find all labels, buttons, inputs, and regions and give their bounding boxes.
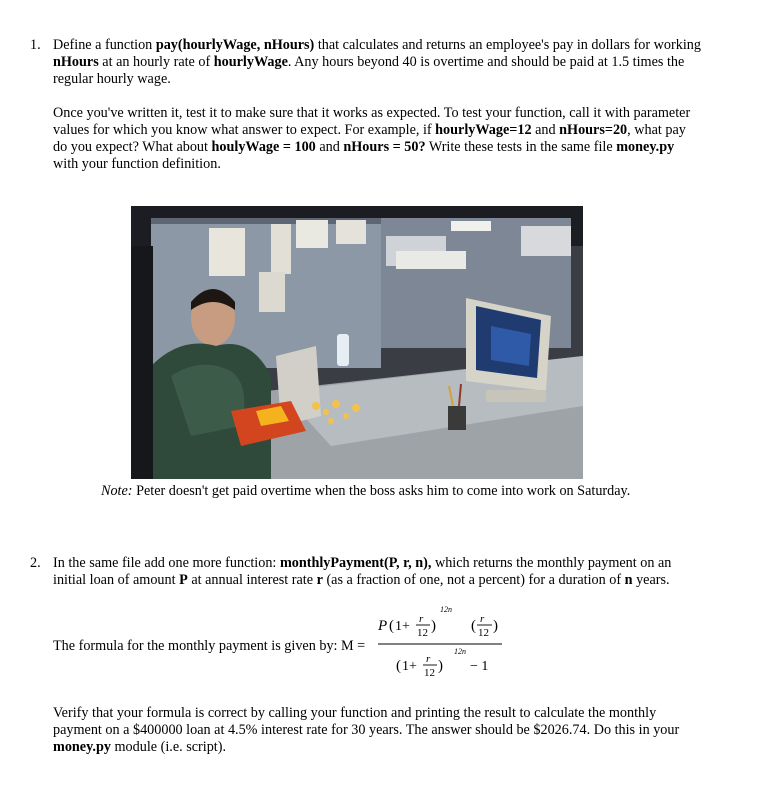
svg-text:12n: 12n — [454, 647, 466, 656]
problem-1-number: 1. — [30, 37, 41, 53]
office-cubicle-photo — [131, 206, 583, 479]
svg-text:− 1: − 1 — [470, 659, 489, 674]
svg-text:P: P — [378, 618, 388, 634]
svg-text:r: r — [419, 613, 424, 625]
svg-text:r: r — [480, 613, 485, 625]
office-scene-illustration — [131, 206, 583, 479]
problem-1-testing-instructions: Once you've written it, test it to make sure that it works as expected. To test your function, call it with parameter values for which you know what answer to expect. For example, if hourlyWage=12 and nHours=20, what pay do you expect? What about houlyWage = 100 and nHours = 50? Write these tests in the same file money.py with your function definition. — [53, 105, 691, 172]
svg-text:(: ( — [389, 618, 394, 634]
monthly-payment-formula — [376, 604, 506, 690]
svg-text:): ) — [493, 618, 498, 634]
svg-text:1+: 1+ — [395, 619, 410, 634]
svg-text:(: ( — [471, 618, 476, 634]
problem-1-statement: Define a function pay(hourlyWage, nHours) that calculates and returns an employee's pay in dollars for working nHours at an hourly rate of hourlyWage. Any hours beyond 40 is overtime and should be paid at 1.5 times the regular hourly wage. — [53, 37, 701, 87]
svg-text:12n: 12n — [440, 605, 452, 614]
svg-text:): ) — [438, 658, 443, 674]
svg-text:1+: 1+ — [402, 659, 417, 674]
svg-text:12: 12 — [417, 627, 428, 639]
svg-text:12: 12 — [478, 627, 489, 639]
svg-text:12: 12 — [424, 667, 435, 679]
svg-text:(: ( — [396, 658, 401, 674]
problem-2-statement: In the same file add one more function: monthlyPayment(P, r, n), which returns the monthly payment on an initial loan of amount P at annual interest rate r (as a fraction of one, not a percent) for a duration of n years. — [53, 555, 672, 588]
svg-text:r: r — [426, 653, 431, 665]
problem-2-number: 2. — [30, 555, 41, 571]
photo-caption: Note: Peter doesn't get paid overtime when the boss asks him to come into work on Saturday. — [101, 483, 631, 499]
svg-text:): ) — [431, 618, 436, 634]
formula-label: The formula for the monthly payment is given by: M = — [53, 638, 366, 654]
